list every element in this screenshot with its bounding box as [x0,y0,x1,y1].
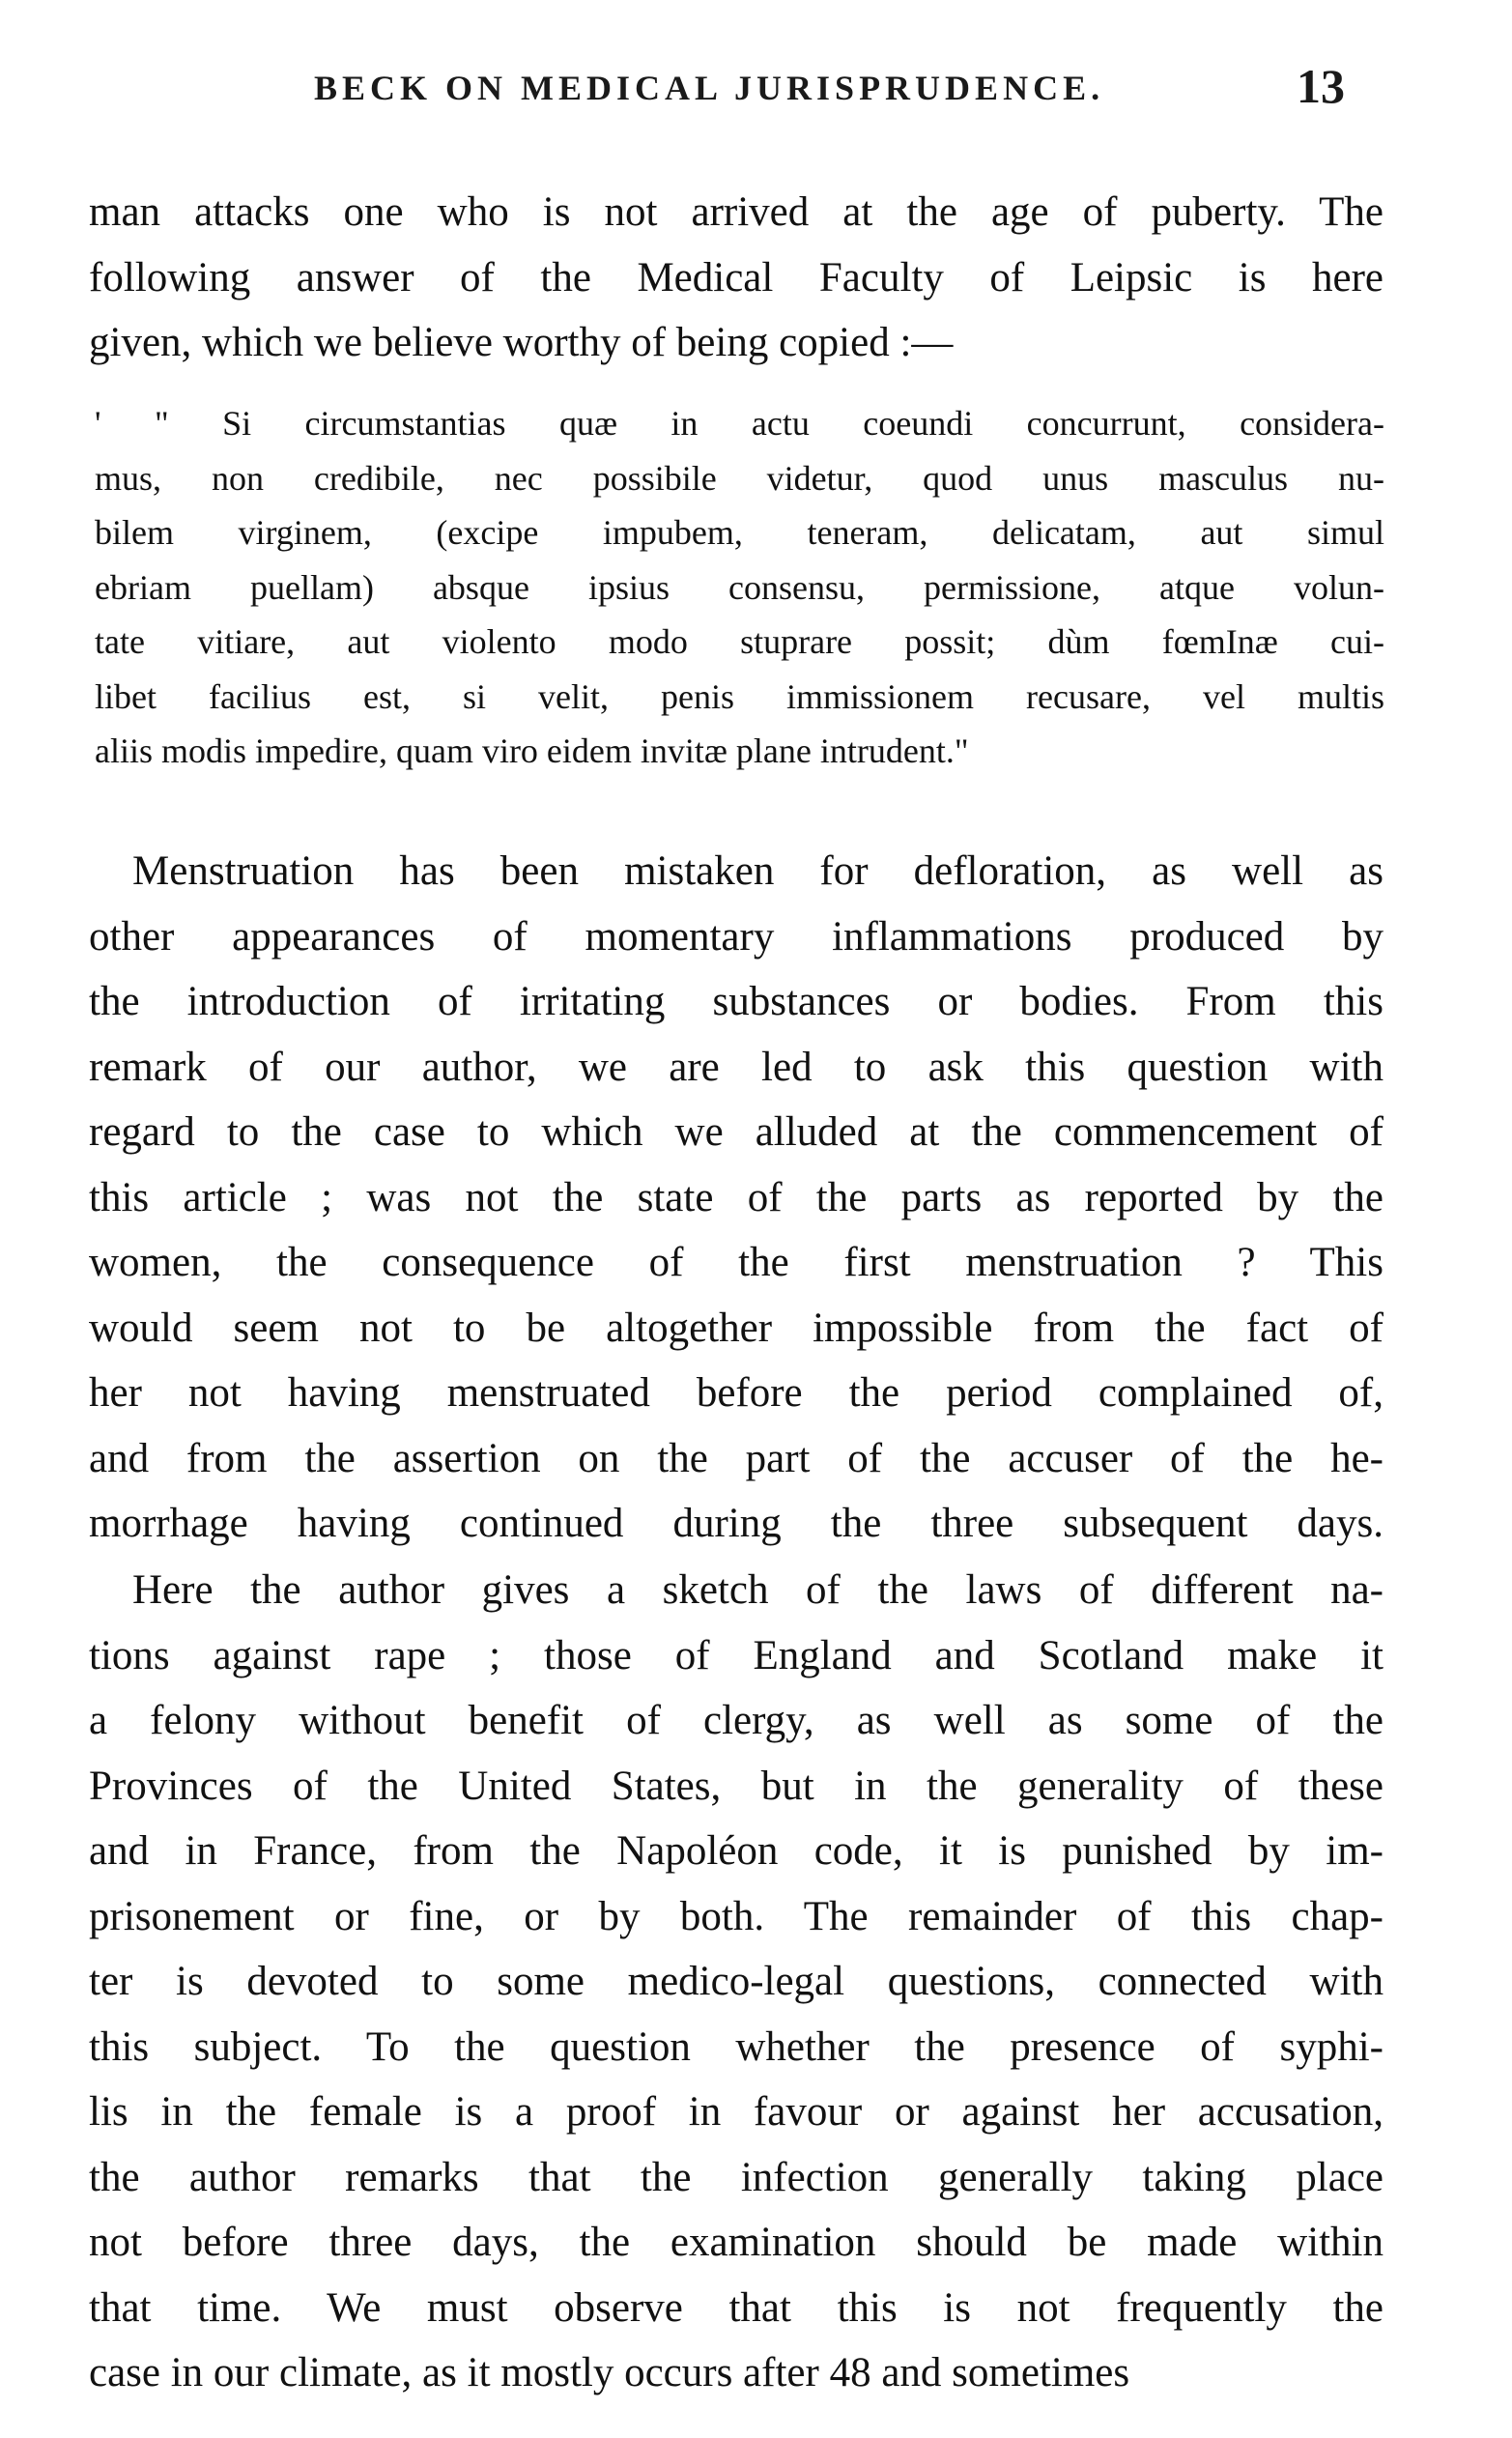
text-line: other appearances of momentary inflammations produced by [89,913,1384,960]
text-line: and from the assertion on the part of the accuser of the he- [89,1435,1384,1481]
text-line: lis in the female is a proof in favour or against her accusation, [89,2089,1384,2135]
paragraph-menstruation [89,839,1384,1557]
text-line: women, the consequence of the first menstruation ? This [89,1240,1384,1285]
text-line: aliis modis impedire, quam viro eidem invitæ plane intrudent." [95,731,969,770]
text-line: Menstruation has been mistaken for defloration, as well as [132,848,1384,894]
text-line: ebriam puellam) absque ipsius consensu, permissione, atque volun- [95,567,1384,607]
text-line: libet facilius est, si velit, penis immissionem recusare, vel multis [95,676,1384,716]
text-line: tate vitiare, aut violento modo stuprare possit; dùm fœmInæ cui- [95,622,1384,661]
text-line: regard to the case to which we alluded at the commencement of [89,1109,1384,1155]
text-line: Here the author gives a sketch of the laws of different na- [132,1567,1384,1613]
text-line: this article ; was not the state of the parts as reported by the [89,1174,1384,1220]
text-line: not before three days, the examination should be made within [89,2220,1384,2265]
text-line: tions against rape ; those of England and Scotland make it [89,1632,1384,1678]
text-line: mus, non credibile, nec possibile videtur, quod unus masculus nu- [95,458,1384,498]
text-line: her not having menstruated before the period complained of, [89,1370,1384,1416]
text-line: the introduction of irritating substances or bodies. From this [89,979,1384,1024]
text-line: and in France, from the Napoléon code, it is punished by im- [89,1828,1384,1874]
text-line: the author remarks that the infection generally taking place [89,2154,1384,2200]
text-line: a felony without benefit of clergy, as well as some of the [89,1698,1384,1743]
text-line: case in our climate, as it mostly occurs after 48 and sometimes [89,2350,1130,2395]
paragraph-laws [89,1558,1384,2406]
text-line: remark of our author, we are led to ask this question with [89,1044,1384,1090]
text-line: given, which we believe worthy of being copied :— [89,320,954,365]
running-title: BECK ON MEDICAL JURISPRUDENCE. [314,69,1105,107]
text-line: following answer of the Medical Faculty of Leipsic is here [89,254,1384,301]
text-line: ter is devoted to some medico-legal questions, connected with [89,1959,1384,2004]
page-number: 13 [1297,59,1345,113]
text-line: this subject. To the question whether the presence of syphi- [89,2023,1384,2070]
paragraph-intro [89,180,1384,376]
latin-quotation [95,396,1384,779]
text-line: would seem not to be altogether impossible from the fact of [89,1305,1384,1351]
text-line: Provinces of the United States, but in the generality of these [89,1763,1384,1809]
text-line: prisonement or fine, or by both. The remainder of this chap- [89,1893,1384,1939]
text-line: morrhage having continued during the three subsequent days. [89,1501,1384,1546]
text-line: bilem virginem, (excipe impubem, teneram, delicatam, aut simul [95,513,1384,552]
text-line: that time. We must observe that this is not frequently the [89,2284,1384,2331]
text-line: ' " Si circumstantias quæ in actu coeundi concurrunt, considera- [95,404,1384,443]
text-line: man attacks one who is not arrived at the age of puberty. The [89,189,1384,235]
